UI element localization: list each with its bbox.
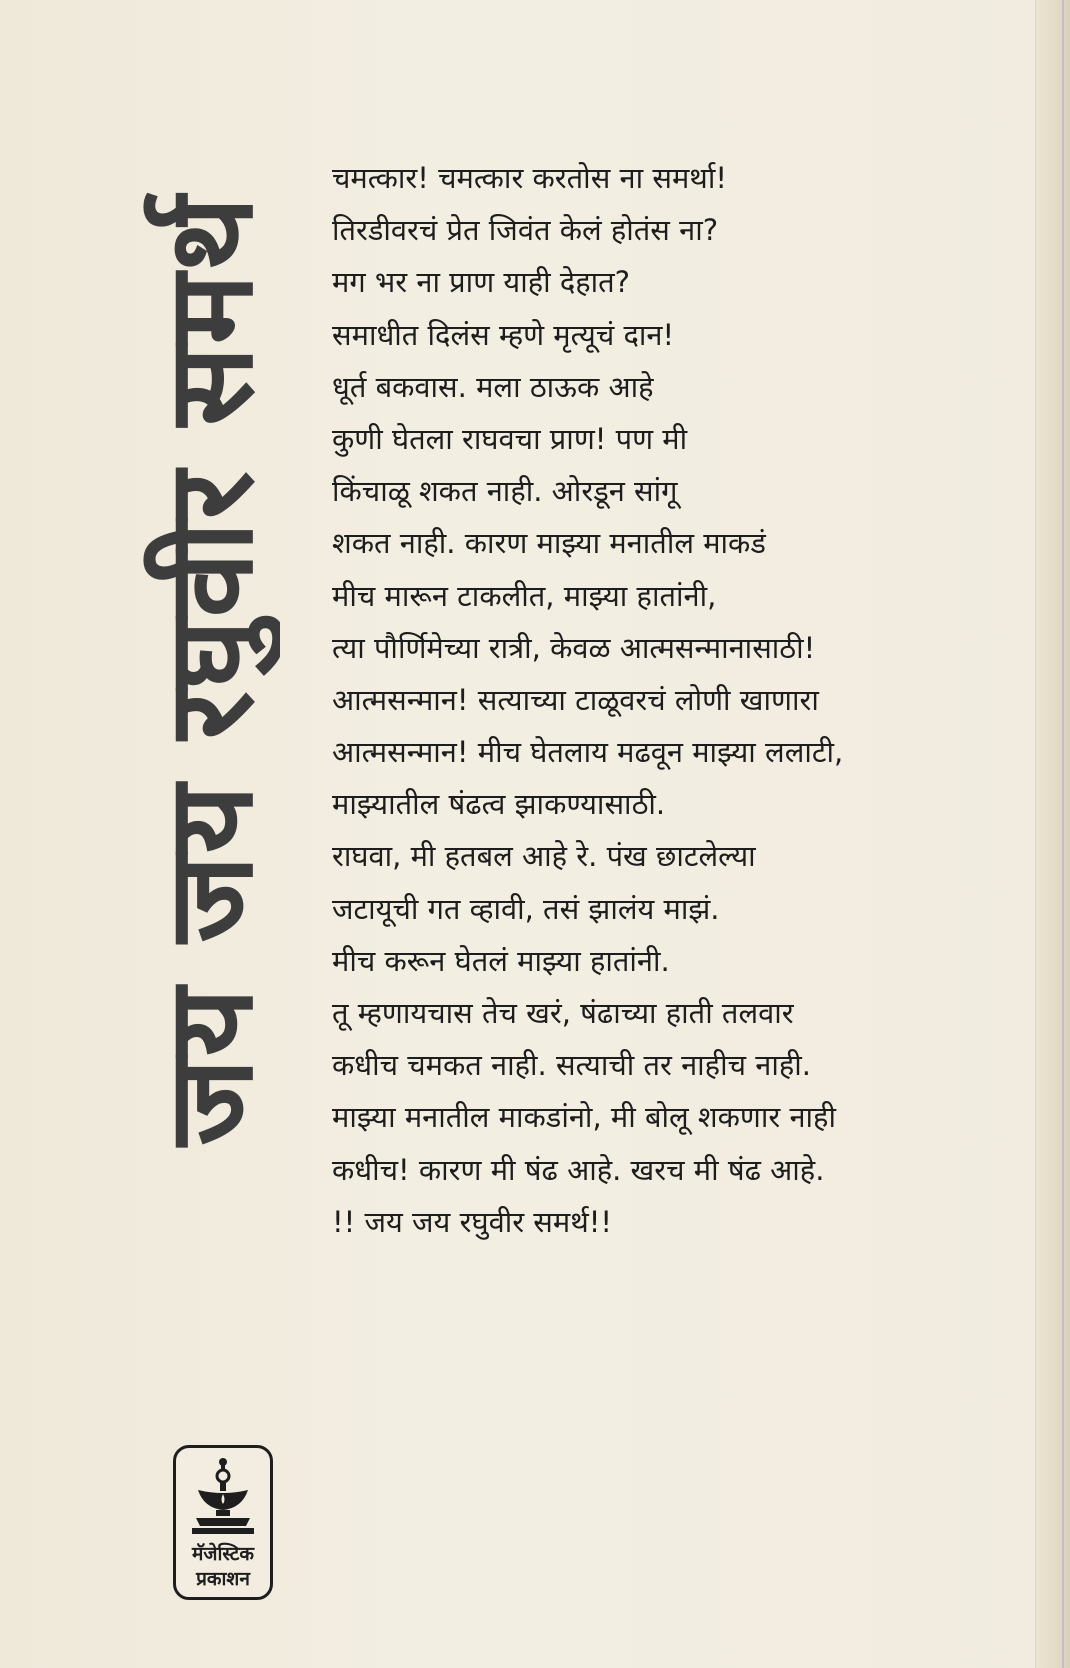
poem-line: जटायूची गत व्हावी, तसं झालंय माझं.: [332, 891, 720, 926]
vertical-title-text: जय जय रघुवीर समर्थ: [141, 194, 279, 1146]
poem-line: धूर्त बकवास. मला ठाऊक आहे: [332, 369, 654, 404]
poem-line: चमत्कार! चमत्कार करतोस ना समर्था!: [332, 161, 727, 195]
vertical-title: [140, 150, 280, 1190]
poem-line: मीच मारून टाकलीत, माझ्या हातांनी,: [332, 578, 717, 613]
poem-text: [332, 152, 932, 1248]
poem-line: किंचाळू शकत नाही. ओरडून सांगू: [332, 474, 678, 509]
poem-line: माझ्या मनातील माकडांनो, मी बोलू शकणार नाही: [332, 1100, 836, 1135]
poem-line: आत्मसन्मान! मीच घेतलाय मढवून माझ्या ललाटी,: [332, 735, 844, 770]
publisher-logo: [173, 1445, 273, 1600]
poem-line: कधीच! कारण मी षंढ आहे. खरच मी षंढ आहे.: [332, 1152, 825, 1187]
publisher-name-line2: प्रकाशन: [196, 1568, 250, 1590]
publisher-name-line1: मॅजेस्टिक: [192, 1543, 254, 1565]
poem-line: तू म्हणायचास तेच खरं, षंढाच्या हाती तलवार: [332, 996, 794, 1030]
poem-line: कधीच चमकत नाही. सत्याची तर नाहीच नाही.: [332, 1048, 811, 1083]
lamp-icon: [190, 1456, 256, 1540]
poem-line: मीच करून घेतलं माझ्या हातांनी.: [332, 943, 670, 978]
poem-line: शकत नाही. कारण माझ्या मनातील माकडं: [332, 526, 766, 561]
poem-line: आत्मसन्मान! सत्याच्या टाळूवरचं लोणी खाणारा: [332, 682, 819, 717]
poem-line: त्या पौर्णिमेच्या रात्री, केवळ आत्मसन्मानासाठी!: [332, 630, 816, 665]
poem-line: राघवा, मी हतबल आहे रे. पंख छाटलेल्या: [332, 839, 756, 874]
poem-line: माझ्यातील षंढत्व झाकण्यासाठी.: [332, 787, 666, 822]
poem-line: कुणी घेतला राघवचा प्राण! पण मी: [332, 421, 688, 456]
spine-edge: [1035, 0, 1070, 1668]
poem-line: मग भर ना प्राण याही देहात?: [332, 265, 631, 300]
poem-line: !! जय जय रघुवीर समर्थ!!: [332, 1204, 613, 1239]
poem-line: तिरडीवरचं प्रेत जिवंत केलं होतंस ना?: [332, 213, 719, 248]
poem-line: समाधीत दिलंस म्हणे मृत्यूचं दान!: [332, 317, 675, 352]
